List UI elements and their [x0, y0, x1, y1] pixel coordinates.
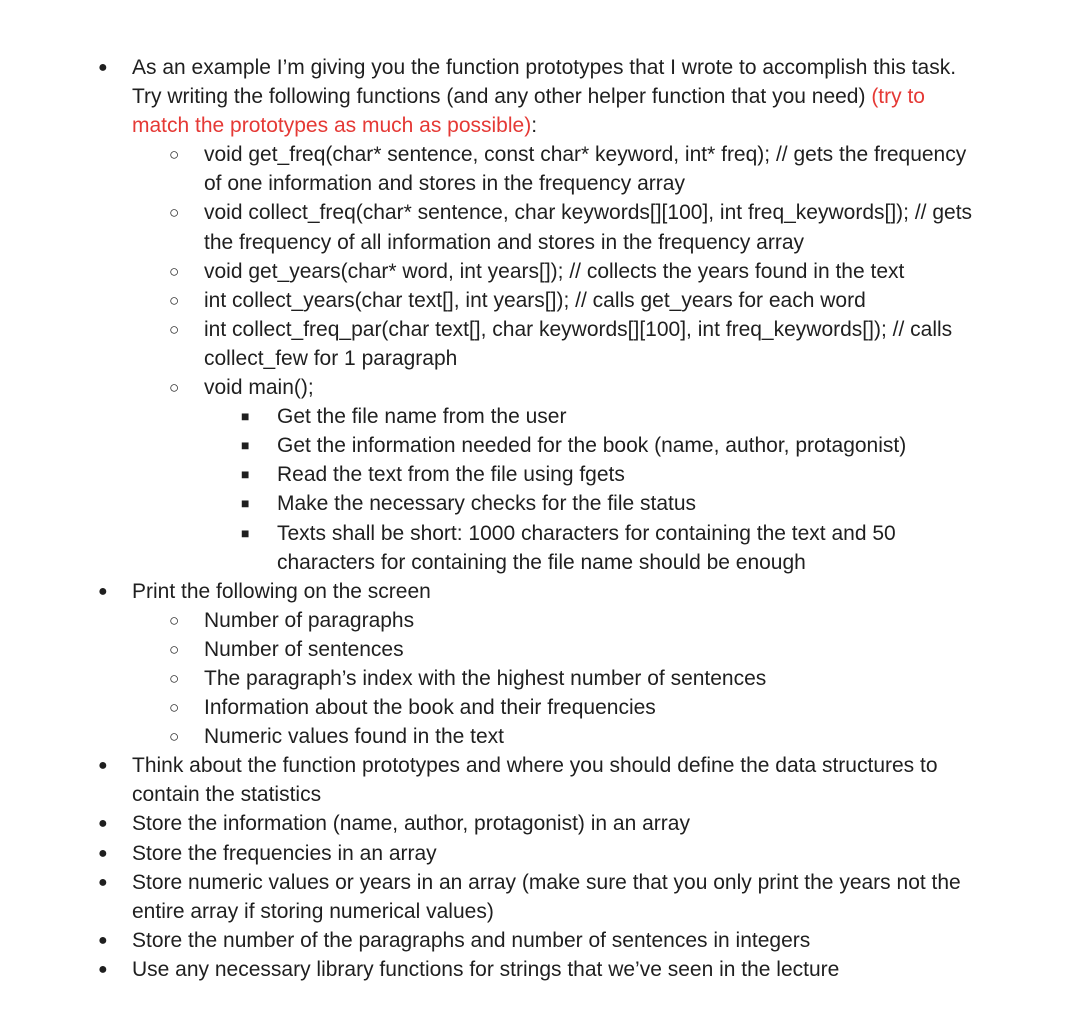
circle-marker: ○: [169, 290, 180, 310]
prototype-text: int collect_years(char text[], int years[]); // calls get_years for each word: [204, 288, 866, 312]
print-item: [0, 664, 1081, 693]
bullet-marker: ●: [98, 757, 108, 775]
main-step: [0, 460, 1081, 489]
prototype-text: void collect_freq(char* sentence, char keywords[][100], int freq_keywords[]); // gets the frequency of all information and stores in the frequency array: [204, 201, 973, 254]
bullet-item: [0, 955, 1081, 984]
print-item-text: Number of paragraphs: [204, 608, 415, 632]
print-item-text: Number of sentences: [204, 637, 404, 661]
prototype-text: void get_freq(char* sentence, const char* keyword, int* freq); // gets the frequency of one information and stores in the frequency array: [204, 143, 967, 196]
prototype-text: void get_years(char* word, int years[]); // collects the years found in the text: [204, 259, 905, 283]
circle-marker: ○: [169, 610, 180, 630]
circle-marker: ○: [169, 639, 180, 659]
bullet-item: [0, 839, 1081, 868]
print-item-text: The paragraph’s index with the highest number of sentences: [204, 666, 767, 690]
prototype-collect-freq-par: [0, 315, 1081, 373]
intro-text: As an example I’m giving you the function prototypes that I wrote to accomplish this task. Try writing the following functions (and any other helper function that you need): [132, 56, 957, 109]
bullet-marker: ●: [98, 59, 108, 76]
bullet-marker: ●: [98, 873, 108, 891]
bullet-marker: ●: [98, 582, 108, 600]
bullet-item: [0, 751, 1081, 809]
bullet-item: [0, 809, 1081, 838]
bullet-marker: ●: [98, 960, 108, 978]
bullet-marker: ●: [98, 931, 108, 949]
main-step: [0, 402, 1081, 431]
bullet-text: Store the information (name, author, protagonist) in an array: [132, 812, 690, 836]
print-item-text: Numeric values found in the text: [204, 725, 504, 749]
main-step-text: Texts shall be short: 1000 characters for containing the text and 50 characters for containing the file name should be enough: [277, 521, 896, 574]
print-item: [0, 606, 1081, 635]
intro-colon: :: [531, 114, 538, 138]
bullet-text: Store the number of the paragraphs and number of sentences in integers: [132, 928, 811, 952]
main-step: [0, 489, 1081, 518]
circle-marker: ○: [169, 319, 180, 339]
main-step-text: Read the text from the file using fgets: [277, 463, 625, 487]
circle-marker: ○: [169, 203, 180, 223]
square-marker: ■: [241, 495, 250, 512]
print-item: [0, 693, 1081, 722]
prototype-text: int collect_freq_par(char text[], char keywords[][100], int freq_keywords[]); // calls collect_few for 1 paragraph: [204, 317, 953, 370]
prototype-get-freq: [0, 140, 1081, 198]
circle-marker: ○: [169, 145, 180, 165]
bullet-print: [0, 577, 1081, 606]
prototype-collect-years: [0, 286, 1081, 315]
bullet-text: Store the frequencies in an array: [132, 841, 437, 865]
intro-highlight: (try to match the prototypes as much as possible): [132, 85, 925, 138]
main-step-text: Get the information needed for the book (name, author, protagonist): [277, 434, 907, 458]
main-step: [0, 431, 1081, 460]
bullet-marker: ●: [98, 844, 108, 862]
document-body: [0, 53, 1081, 984]
prototype-main: [0, 373, 1081, 402]
prototype-collect-freq: [0, 198, 1081, 256]
bullet-intro: [0, 53, 1081, 140]
square-marker: ■: [241, 524, 250, 541]
bullet-text: Store numeric values or years in an array (make sure that you only print the years not the entire array if storing numerical values): [132, 870, 961, 923]
square-marker: ■: [241, 408, 250, 425]
main-step-text: Get the file name from the user: [277, 405, 567, 429]
circle-marker: ○: [169, 261, 180, 281]
square-marker: ■: [241, 437, 250, 454]
circle-marker: ○: [169, 378, 180, 398]
bullet-marker: ●: [98, 815, 108, 833]
bullet-item: [0, 926, 1081, 955]
prototype-text: void main();: [204, 376, 314, 400]
print-item-text: Information about the book and their frequencies: [204, 696, 656, 720]
bullet-text: Think about the function prototypes and where you should define the data structures to contain the statistics: [132, 754, 938, 807]
prototype-get-years: [0, 257, 1081, 286]
circle-marker: ○: [169, 668, 180, 688]
bullet-text: Use any necessary library functions for strings that we’ve seen in the lecture: [132, 957, 840, 981]
bullet-item: [0, 868, 1081, 926]
print-item: [0, 722, 1081, 751]
main-step: [0, 519, 1081, 577]
circle-marker: ○: [169, 698, 180, 718]
print-item: [0, 635, 1081, 664]
circle-marker: ○: [169, 727, 180, 747]
main-step-text: Make the necessary checks for the file status: [277, 492, 697, 516]
square-marker: ■: [241, 466, 250, 483]
print-heading: Print the following on the screen: [132, 579, 431, 603]
